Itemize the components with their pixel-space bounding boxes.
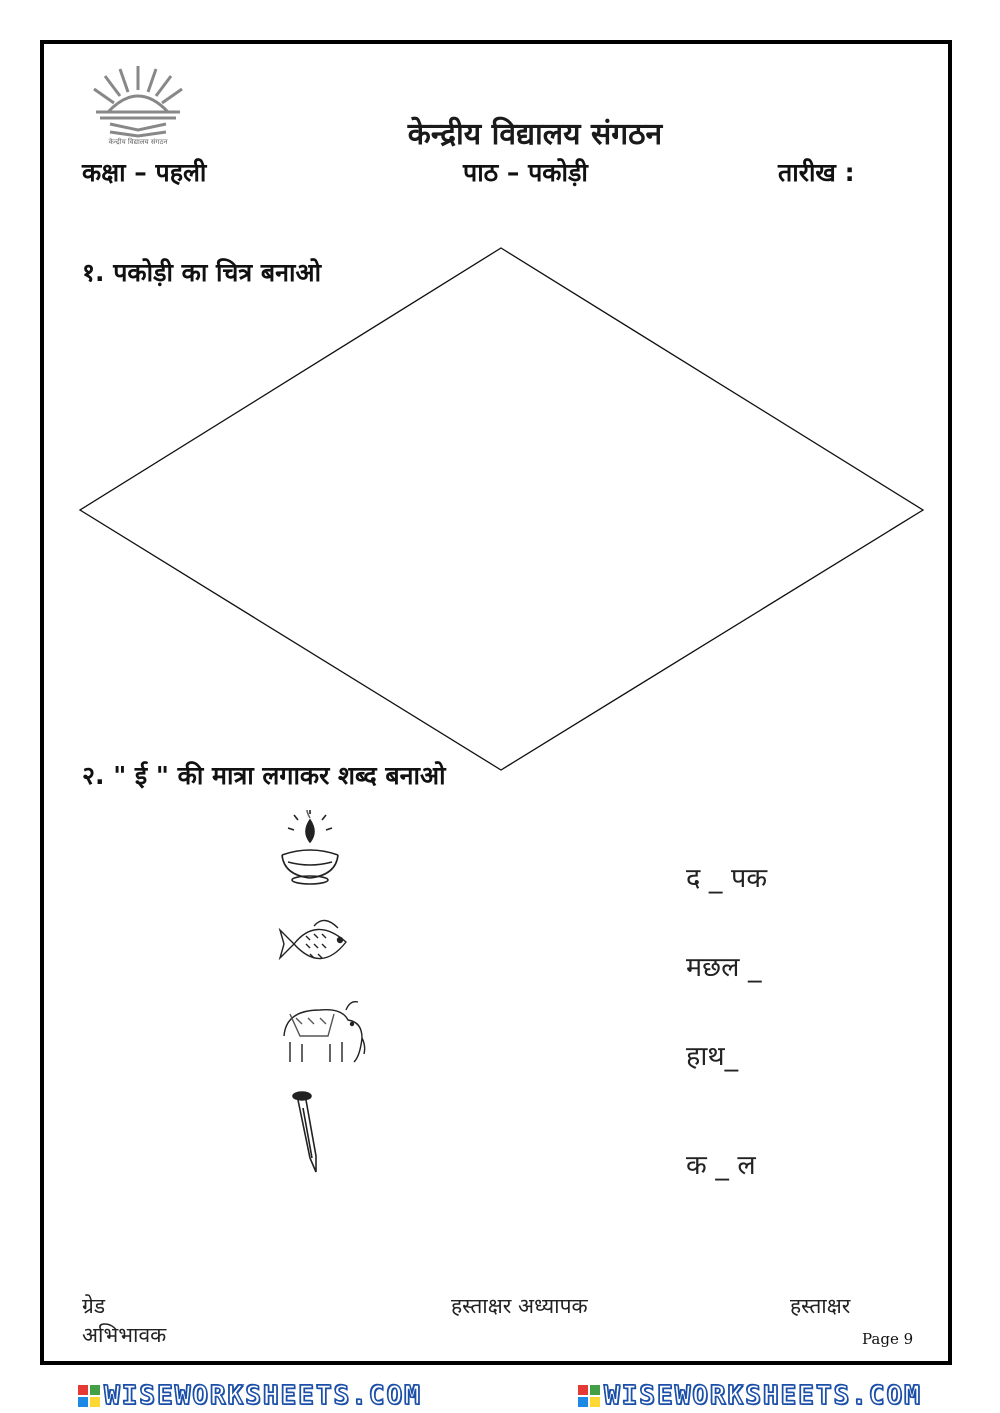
question-1: १. पकोड़ी का चित्र बनाओ bbox=[82, 258, 322, 287]
word-item-2[interactable]: मछल _ bbox=[686, 952, 762, 983]
logo-caption: केन्द्रीय विद्यालय संगठन bbox=[108, 138, 168, 146]
parent-label: अभिभावक bbox=[82, 1323, 167, 1347]
signature-label: हस्ताक्षर bbox=[790, 1294, 851, 1318]
question-2: २. " ई " की मात्रा लगाकर शब्द बनाओ bbox=[82, 761, 446, 790]
word-item-4[interactable]: क _ ल bbox=[686, 1150, 756, 1181]
brand-squares-icon bbox=[578, 1385, 600, 1407]
date-label: तारीख : bbox=[778, 158, 855, 187]
fish-icon bbox=[276, 912, 376, 992]
word-item-3[interactable]: हाथ_ bbox=[686, 1041, 739, 1072]
nail-icon bbox=[290, 1088, 390, 1168]
organization-title: केन्द्रीय विद्यालय संगठन bbox=[407, 117, 663, 152]
watermark-text: WISEWORKSHEETS.COM bbox=[604, 1380, 922, 1411]
page-number: Page 9 bbox=[862, 1330, 914, 1348]
elephant-icon bbox=[276, 996, 376, 1076]
lesson-label: पाठ – पकोड़ी bbox=[463, 158, 588, 187]
watermark-right bbox=[578, 1381, 922, 1411]
grade-label: ग्रेड bbox=[82, 1294, 106, 1318]
watermark-text: WISEWORKSHEETS.COM bbox=[104, 1380, 422, 1411]
teacher-signature-label: हस्ताक्षर अध्यापक bbox=[451, 1294, 588, 1318]
watermark-left bbox=[78, 1381, 422, 1411]
worksheet-border bbox=[40, 40, 952, 1365]
word-item-1[interactable]: द _ पक bbox=[686, 863, 768, 894]
class-label: कक्षा – पहली bbox=[82, 158, 207, 187]
watermark-strip bbox=[0, 1378, 1000, 1413]
brand-squares-icon bbox=[78, 1385, 100, 1407]
diya-lamp-icon bbox=[272, 810, 372, 890]
